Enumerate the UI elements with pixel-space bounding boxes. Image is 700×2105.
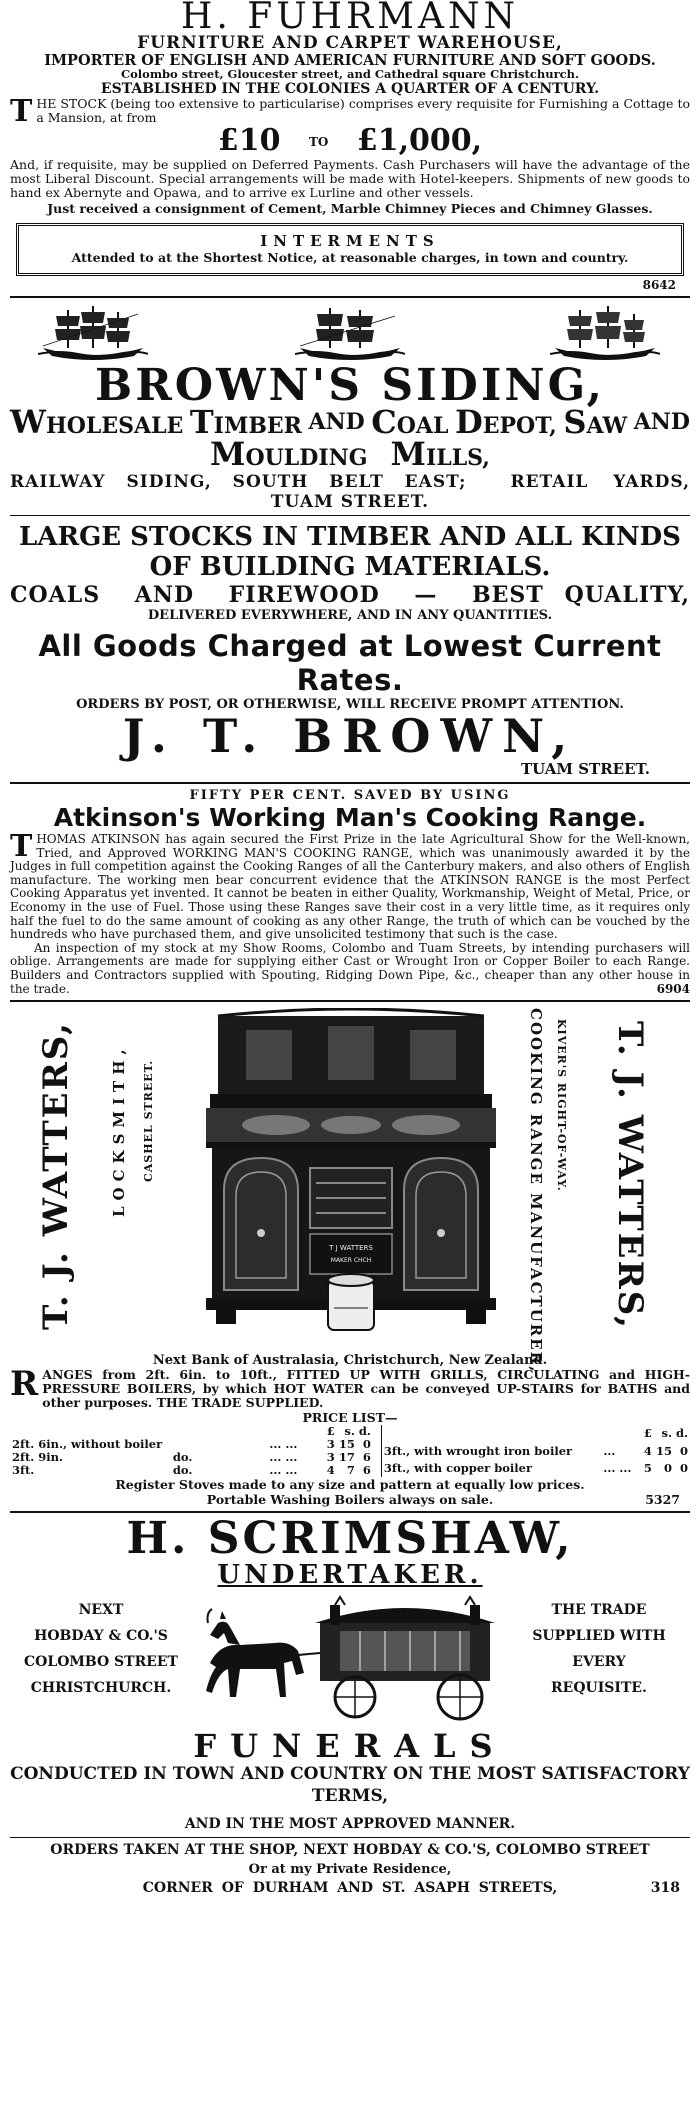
price-s: 15 [338,1437,355,1452]
price-sub: do. [172,1450,193,1465]
watters-ranges-text: ANGES from 2ft. 6in. to 10ft., FITTED UP WITH GRILLS, CIRCULATING and HIGH-PRESSURE BOILERS, by which HOT WATER can be conveyed UP-STAIRS for BATHS and other purposes. THE TRADE SUPPLIED. [42,1367,690,1411]
fuhrmann-stock [10,93,690,129]
scrimshaw-trade: UNDERTAKER. [217,1560,483,1591]
atkinson-inspection [10,942,690,996]
divider [10,1000,690,1002]
fuhrmann-price-range [10,122,690,158]
interments-text: Attended to at the Shortest Notice, at reasonable charges, in town and country. [71,250,629,265]
right-line: SUPPLIED WITH [532,1628,666,1645]
brown-large-stocks: LARGE STOCKS IN TIMBER AND ALL KINDS OF BUILDING MATERIALS. [19,522,681,582]
initial: M [390,435,426,473]
scrimshaw-ad-number: 318 [650,1880,680,1897]
divider [10,1837,690,1838]
price-dots: ... ... [603,1460,632,1475]
word: OAL [396,413,449,439]
left-line: HOBDAY & CO.'S [34,1628,168,1645]
watters-next-bank: Next Bank of Australasia, Christchurch, New Zealand. [152,1353,548,1369]
scrimshaw-funerals: FUNERALS [193,1727,507,1766]
watters-ad [10,1008,690,1507]
left-line: NEXT [78,1602,124,1619]
col-pence: d. [675,1426,688,1441]
watters-dropcap: R [10,1364,39,1405]
oven-plate-text: MAKER CHCH [330,1257,372,1265]
price-d: 0 [679,1443,688,1458]
watters-left-name: T. J. WATTERS, [36,1021,76,1331]
col-shillings: s. [661,1426,672,1441]
col-pence: d. [358,1424,371,1439]
watters-price-list-title: PRICE LIST— [302,1410,398,1426]
fuhrmann-address: Colombo street, Gloucester street, and Cathedral square Christchurch. [120,67,579,81]
price-size: 3ft. [12,1463,35,1478]
word: OULDING [245,445,368,471]
watters-left-trade: LOCKSMITH, [110,1043,128,1218]
watters-portable-line [10,1492,690,1507]
price-dots: ... ... [269,1463,298,1478]
fuhrmann-name: H. FUHRMANN [181,0,519,37]
watters-left-street: CASHEL STREET. [142,1059,155,1182]
price-s: 17 [338,1450,355,1465]
initial: S [563,403,587,441]
watters-right-street: KIVER'S RIGHT-OF-WAY. [555,1019,568,1192]
watters-ranges [10,1364,690,1411]
word: AND [633,409,690,435]
brown-delivered: DELIVERED EVERYWHERE, AND IN ANY QUANTITIES. [147,608,553,623]
watters-ad-number: 5327 [645,1492,680,1508]
price-l: 3 [326,1450,335,1465]
atkinson-ad [10,788,690,996]
price-dots: ... [603,1443,616,1458]
fuhrmann-subtitle: FURNITURE AND CARPET WAREHOUSE, [137,33,563,53]
railway-left: RAILWAY SIDING, SOUTH BELT EAST; [10,472,467,492]
right-line: EVERY [572,1654,626,1671]
fuhrmann-ad-number: 8642 [642,278,676,292]
price-sub: do. [172,1463,193,1478]
sailing-ship-icon [38,304,148,362]
price-l: 3 [326,1437,335,1452]
interments-box [16,223,684,276]
atkinson-body-text: HOMAS ATKINSON has again secured the First Prize in the late Agricultural Show for the Well-known, Tried, and Approved WORKING MAN'S COOKING RANGE, which was unanimously awarded it by the Judges in full competition against the Cooking Ranges of all the Canterbury makers, and also others of English manufacture. The working men bear concurrent evidence that the ATKINSON RANGE is the most Perfect Cooking Apparatus yet invented. It cannot be beaten in either Quality, Workmanship, Weight of Metal, Price, or Economy in the use of Fuel. Those using these Ranges save their cost in a very little time, as it requires only half the fuel to do the same amount of cooking as any other Range, the truth of which can be vouched by the hundreds who have purchased them, and give unsolicited testimony that such is the case. [10,832,690,942]
interments-title: INTERMENTS [260,232,440,250]
price-size: 3ft., with wrought iron boiler [383,1443,573,1458]
col-shillings: s. [344,1424,355,1439]
scrimshaw-conducted: CONDUCTED IN TOWN AND COUNTRY ON THE MOST SATISFACTORY TERMS, [10,1764,690,1807]
word: IMBER [213,413,302,439]
cooking-range-illustration [206,1008,496,1343]
right-line: REQUISITE. [551,1680,647,1697]
divider [10,782,690,784]
price-d: 0 [362,1437,371,1452]
initial: M [210,435,246,473]
brown-title: BROWN'S SIDING, [95,360,605,411]
scrimshaw-ad [10,1513,690,1898]
word: EPOT, [482,413,557,439]
brown-tuam: TUAM STREET. [270,492,430,512]
scrimshaw-orders: ORDERS TAKEN AT THE SHOP, NEXT HOBDAY & CO.'S, COLOMBO STREET [50,1842,650,1859]
brown-proprietor: J. T. BROWN, [122,709,578,763]
word: AND [308,409,365,435]
watters-portable: Portable Washing Boilers always on sale. [206,1492,494,1508]
col-pounds: £ [643,1426,652,1441]
initial: W [10,403,46,441]
price-size: 2ft. 6in., without boiler [12,1437,163,1452]
scrimshaw-approved: AND IN THE MOST APPROVED MANNER. [184,1816,516,1833]
divider [10,296,690,298]
price-l: 4 [643,1443,652,1458]
ships-illustration [10,302,690,364]
price-dots: ... ... [269,1450,298,1465]
word: HOLESALE [45,413,184,439]
price-size: 3ft., with copper boiler [383,1460,533,1475]
left-line: CHRISTCHURCH. [30,1680,172,1697]
price-s: 0 [663,1460,672,1475]
price-row [10,1464,373,1477]
fuhrmann-received: Just received a consignment of Cement, Marble Chimney Pieces and Chimney Glasses. [47,200,653,216]
brown-ad [10,302,690,778]
brown-coals-line [10,582,690,608]
scrimshaw-name: H. SCRIMSHAW, [126,1513,574,1565]
sailing-ship-icon [550,304,660,362]
hearse-illustration [200,1593,510,1723]
price-s: 7 [346,1463,355,1478]
price-row [381,1460,690,1477]
brown-moulding-line [10,435,690,473]
divider [10,515,690,516]
price-table-left [10,1425,373,1477]
coals-left: COALS AND FIREWOOD — BEST [10,582,544,608]
railway-right: RETAIL YARDS, [510,472,690,492]
fuhrmann-price-to: TO [308,134,329,149]
col-pounds: £ [326,1424,335,1439]
fuhrmann-terms: And, if requisite, may be supplied on Deferred Payments. Cash Purchasers will have the advantage of the most Liberal Discount. Special arrangements will be made with Hotel-keepers. Shipments of new goods to hand ex Abernyte and Opawa, and to arrive ex Lurline and other vessels. [10,156,690,200]
fuhrmann-stock-text: HE STOCK (being too extensive to particularise) comprises every requisite for Furnishing a Cottage to a Mansion, at from [36,95,690,125]
brown-wholesale-line [10,403,690,441]
watters-right-trade: COOKING RANGE MANUFACTURER, [527,1008,545,1374]
fuhrmann-dropcap: T [10,93,33,129]
price-s: 15 [655,1443,672,1458]
scrimshaw-left-block [16,1597,186,1701]
atkinson-dropcap: T [10,829,33,864]
sailing-ship-icon [295,304,405,362]
initial: C [371,403,397,441]
scrimshaw-right-block [514,1597,684,1701]
brown-railway-line [10,472,690,492]
price-size: 2ft. 9in. [12,1450,64,1465]
watters-right-name: T. J. WATTERS, [610,1021,650,1331]
atkinson-body [10,829,690,942]
price-table-right [381,1425,690,1477]
scrimshaw-corner-line [10,1879,690,1898]
atkinson-inspection-text: An inspection of my stock at my Show Rooms, Colombo and Tuam Streets, by intending purchasers will oblige. Arrangements are made for supplying either Cast or Wrought Iron or Copper Boiler to each Range. Builders and Contractors supplied with Spouting, Ridging Down Pipe, &c., cheaper than any other house in the trade. [10,940,690,996]
fuhrmann-price-high: £1,000, [356,122,483,158]
left-line: COLOMBO STREET [24,1654,178,1671]
oven-plate-text: T J WATTERS [329,1244,373,1253]
price-l: 4 [326,1463,335,1478]
price-d: 6 [362,1450,371,1465]
brown-all-goods: All Goods Charged at Lowest Current Rates. [38,629,662,697]
atkinson-ad-number: 6904 [656,981,690,996]
price-l: 5 [643,1460,652,1475]
atkinson-title: Atkinson's Working Man's Cooking Range. [53,803,647,832]
word: AW [586,413,628,439]
fuhrmann-ad [10,0,690,292]
scrimshaw-middle [10,1589,690,1729]
atkinson-fifty: FIFTY PER CENT. SAVED BY USING [189,788,511,803]
fuhrmann-price-low: £10 [217,122,281,158]
initial: T [189,403,214,441]
fuhrmann-importer: IMPORTER OF ENGLISH AND AMERICAN FURNITURE AND SOFT GOODS. [44,52,656,69]
initial: D [455,403,483,441]
coals-right: QUALITY, [564,582,690,608]
watters-register: Register Stoves made to any size and pattern at equally low prices. [115,1477,585,1493]
scrimshaw-residence: Or at my Private Residence, [248,1862,452,1878]
price-header-row [381,1425,690,1442]
brown-orders: ORDERS BY POST, OR OTHERWISE, WILL RECEIVE PROMPT ATTENTION. [76,697,624,712]
right-line: THE TRADE [551,1602,647,1619]
scrimshaw-corner: CORNER OF DURHAM AND ST. ASAPH STREETS, [142,1880,558,1897]
price-dots: ... ... [269,1437,298,1452]
price-row [381,1442,690,1459]
word: ILLS, [425,445,490,471]
fuhrmann-established: ESTABLISHED IN THE COLONIES A QUARTER OF A CENTURY. [100,80,600,97]
price-d: 0 [679,1460,688,1475]
price-d: 6 [362,1463,371,1478]
watters-price-table [10,1425,690,1477]
brown-proprietor-street: TUAM STREET. [520,760,650,778]
